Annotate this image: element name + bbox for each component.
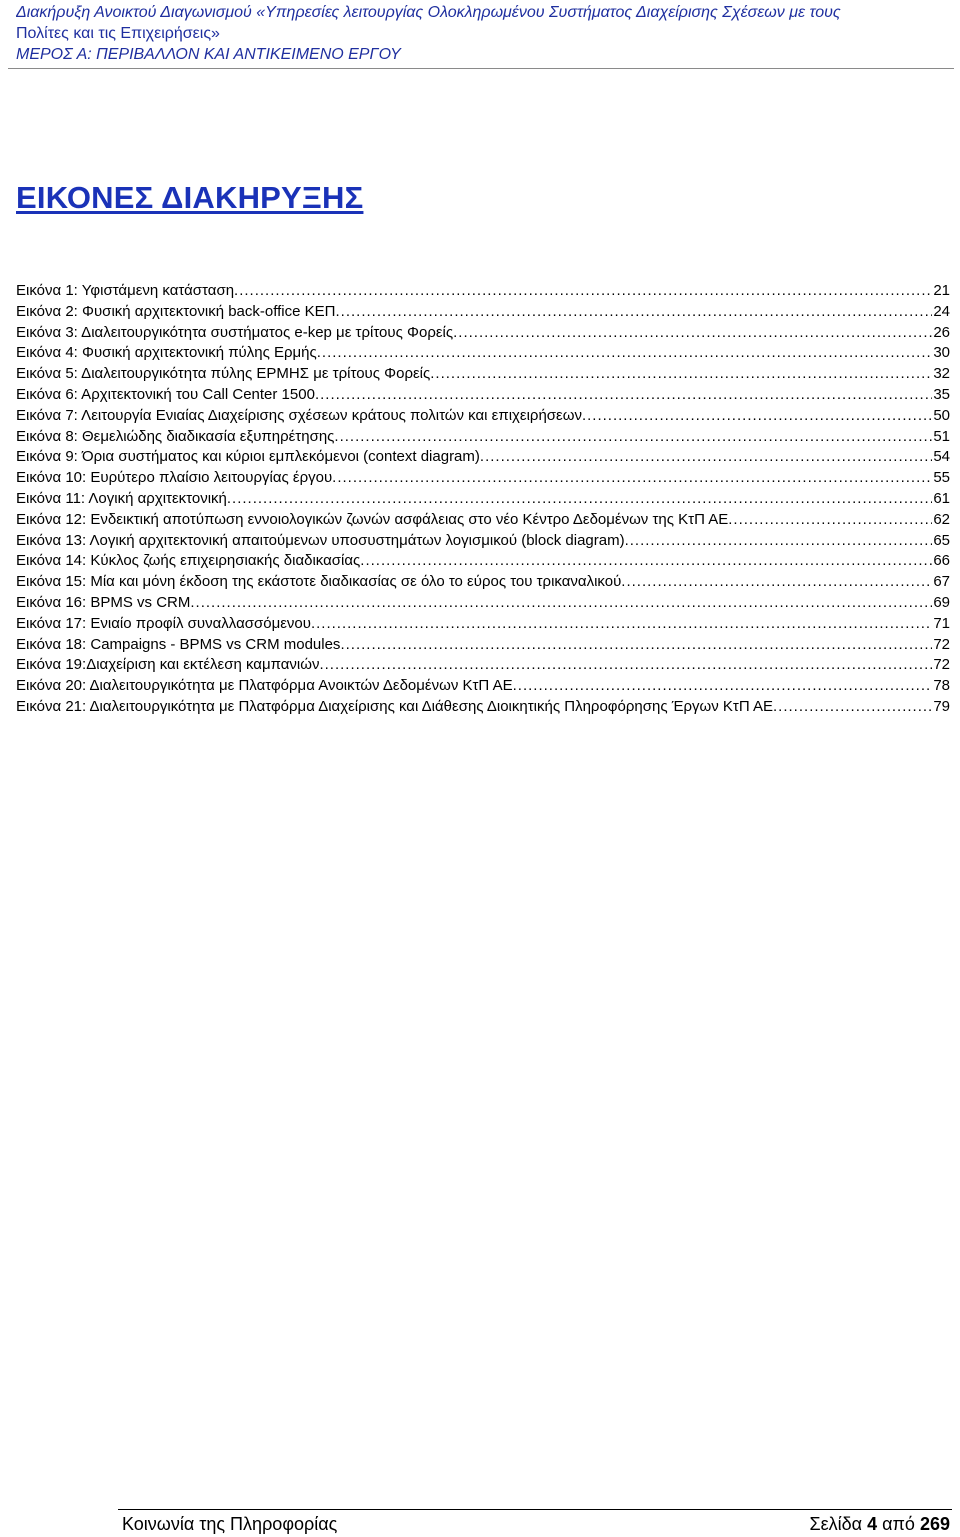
toc-dot-leader: [340, 635, 932, 656]
toc-entry-page: 32: [933, 365, 950, 383]
toc-entry[interactable]: [16, 531, 950, 552]
toc-entry-page: 66: [933, 552, 950, 570]
toc-entry[interactable]: [16, 427, 950, 448]
toc-entry[interactable]: [16, 551, 950, 572]
toc-entry[interactable]: [16, 510, 950, 531]
toc-dot-leader: [317, 343, 933, 364]
toc-entry[interactable]: [16, 302, 950, 323]
toc-entry[interactable]: [16, 281, 950, 302]
toc-entry-title: Εικόνα 7: Λειτουργία Ενιαίας Διαχείρισης σχέσεων κράτους πολιτών και επιχειρήσεων: [16, 406, 582, 424]
page-title: ΕΙΚΟΝΕΣ ΔΙΑΚΗΡΥΞΗΣ: [16, 180, 364, 215]
toc-entry-page: 54: [933, 448, 950, 466]
footer-page-number: [809, 1513, 950, 1535]
toc-entry[interactable]: [16, 655, 950, 676]
toc-dot-leader: [334, 427, 932, 448]
toc-entry[interactable]: [16, 447, 950, 468]
header-divider: [8, 68, 954, 69]
toc-entry-title: Εικόνα 14: Κύκλος ζωής επιχειρησιακής διαδικασίας: [16, 552, 361, 570]
running-header: [16, 2, 952, 65]
toc-entry[interactable]: [16, 489, 950, 510]
header-section-line: ΜΕΡΟΣ Α: ΠΕΡΙΒΑΛΛΟΝ ΚΑΙ ΑΝΤΙΚΕΙΜΕΝΟ ΕΡΓΟΥ: [16, 46, 401, 63]
toc-dot-leader: [311, 614, 932, 635]
toc-entry-page: 79: [933, 697, 950, 715]
toc-entry-page: 69: [933, 593, 950, 611]
toc-dot-leader: [513, 676, 933, 697]
toc-entry[interactable]: [16, 406, 950, 427]
toc-entry[interactable]: [16, 676, 950, 697]
footer-organization: Κοινωνία της Πληροφορίας: [122, 1514, 338, 1534]
toc-entry-title: Εικόνα 10: Ευρύτερο πλαίσιο λειτουργίας έργου: [16, 469, 333, 487]
toc-entry-page: 24: [933, 302, 950, 320]
toc-dot-leader: [728, 510, 932, 531]
toc-entry-title: Εικόνα 20: Διαλειτουργικότητα με Πλατφόρμα Ανοικτών Δεδομένων ΚτΠ ΑΕ: [16, 677, 513, 695]
toc-entry-title: Εικόνα 6: Αρχιτεκτονική του Call Center 1500: [16, 385, 315, 403]
toc-entry-title: Εικόνα 1: Υφιστάμενη κατάσταση: [16, 282, 235, 299]
toc-entry-page: 61: [933, 489, 950, 507]
toc-dot-leader: [332, 468, 932, 489]
toc-entry-title: Εικόνα 5: Διαλειτουργικότητα πύλης ΕΡΜΗΣ με τρίτους Φορείς: [16, 365, 431, 383]
toc-dot-leader: [360, 551, 932, 572]
toc-dot-leader: [625, 531, 933, 552]
toc-dot-leader: [621, 572, 932, 593]
footer-page-of: από: [882, 1514, 915, 1534]
toc-entry-page: 67: [933, 573, 950, 591]
toc-entry[interactable]: [16, 343, 950, 364]
toc-entry-page: 78: [933, 677, 950, 695]
toc-entry-title: Εικόνα 4: Φυσική αρχιτεκτονική πύλης Ερμής: [16, 344, 317, 362]
toc-entry-title: Εικόνα 21: Διαλειτουργικότητα με Πλατφόρμα Διαχείρισης και Διάθεσης Διοικητικής Πληροφόρησης Έργων ΚτΠ ΑΕ: [16, 697, 774, 715]
toc-entry-title: Εικόνα 15: Μία και μόνη έκδοση της εκάστοτε διαδικασίας σε όλο το εύρος του τρικαναλικού: [16, 573, 622, 591]
toc-entry[interactable]: [16, 614, 950, 635]
toc-entry[interactable]: [16, 364, 950, 385]
header-title-line-1: Διακήρυξη Ανοικτού Διαγωνισμού «Υπηρεσίες λειτουργίας Ολοκληρωμένου Συστήματος Διαχείρισης Σχέσεων με τους: [16, 4, 841, 21]
header-title-line-2: Πολίτες και τις Επιχειρήσεις»: [16, 25, 220, 42]
toc-entry-page: 62: [933, 510, 950, 528]
toc-entry-page: 65: [933, 531, 950, 549]
footer-page-current: 4: [867, 1514, 878, 1534]
toc-dot-leader: [430, 364, 932, 385]
toc-dot-leader: [319, 655, 932, 676]
toc-entry[interactable]: [16, 468, 950, 489]
toc-entry-title: Εικόνα 11: Λογική αρχιτεκτονική: [16, 489, 227, 507]
toc-entry-title: Εικόνα 3: Διαλειτουργικότητα συστήματος e-kep με τρίτους Φορείς: [16, 323, 454, 341]
toc-entry-page: 35: [933, 385, 950, 403]
toc-entry-title: Εικόνα 12: Ενδεικτική αποτύπωση εννοιολογικών ζωνών ασφάλειας στο νέο Κέντρο Δεδομένων της ΚτΠ ΑΕ: [16, 510, 729, 528]
toc-entry-page: 26: [933, 323, 950, 341]
toc-entry-title: Εικόνα 9: Όρια συστήματος και κύριοι εμπλεκόμενοι (context diagram): [16, 448, 480, 466]
footer-page-prefix: Σελίδα: [809, 1514, 863, 1534]
toc-entry-page: 50: [933, 406, 950, 424]
toc-entry-title: Εικόνα 17: Ενιαίο προφίλ συναλλασσόμενου: [16, 614, 311, 632]
toc-entry-title: Εικόνα 8: Θεμελιώδης διαδικασία εξυπηρέτησης: [16, 427, 335, 445]
toc-entry-title: Εικόνα 19:Διαχείριση και εκτέλεση καμπανιών: [16, 656, 320, 674]
toc-entry-page: 72: [933, 635, 950, 653]
toc-entry-page: 30: [933, 344, 950, 362]
toc-entry[interactable]: [16, 593, 950, 614]
toc-dot-leader: [335, 302, 932, 323]
toc-dot-leader: [773, 697, 932, 718]
toc-dot-leader: [582, 406, 932, 427]
toc-dot-leader: [315, 385, 932, 406]
footer-divider: [118, 1509, 952, 1510]
toc-dot-leader: [480, 447, 932, 468]
toc-entry[interactable]: [16, 385, 950, 406]
toc-entry[interactable]: [16, 572, 950, 593]
toc-entry-title: Εικόνα 13: Λογική αρχιτεκτονική απαιτούμενων υποσυστημάτων λογισμικού (block diagram): [16, 531, 625, 549]
toc-entry[interactable]: [16, 635, 950, 656]
toc-dot-leader: [227, 489, 932, 510]
toc-entry[interactable]: [16, 697, 950, 718]
toc-dot-leader: [453, 323, 932, 344]
toc-entry-title: Εικόνα 16: BPMS vs CRM: [16, 593, 191, 611]
toc-entry-title: Εικόνα 18: Campaigns - BPMS vs CRM modules: [16, 635, 341, 653]
toc-dot-leader: [190, 593, 932, 614]
toc-entry-page: 71: [933, 614, 950, 632]
toc-entry-page: 55: [933, 469, 950, 487]
toc-dot-leader: [234, 281, 932, 302]
footer-page-total: 269: [919, 1514, 950, 1534]
figures-list: [16, 281, 950, 718]
toc-entry-title: Εικόνα 2: Φυσική αρχιτεκτονική back-office ΚΕΠ: [16, 302, 336, 320]
toc-entry-page: 72: [933, 656, 950, 674]
toc-entry-page: 51: [933, 427, 950, 445]
toc-entry[interactable]: [16, 323, 950, 344]
toc-entry-page: 21: [933, 282, 950, 299]
